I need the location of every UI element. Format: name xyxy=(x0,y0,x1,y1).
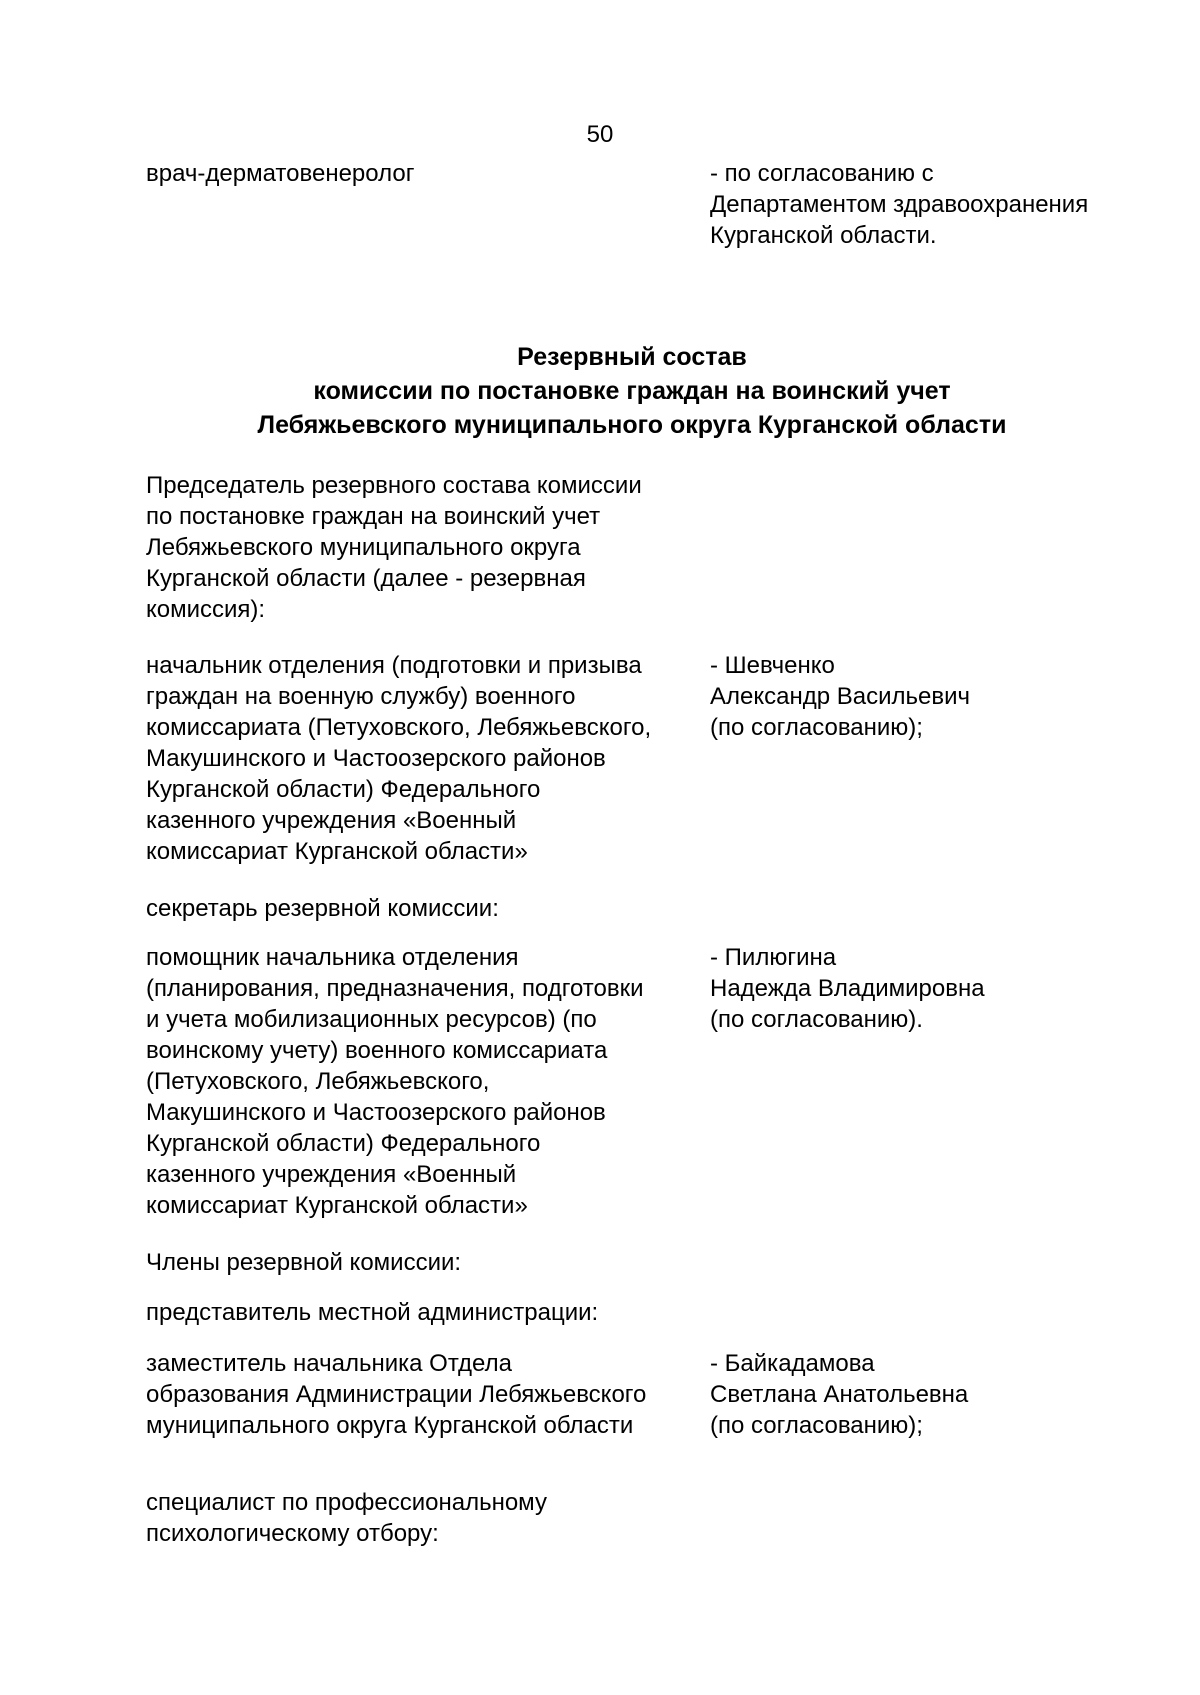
entry-position: врач-дерматовенеролог xyxy=(146,160,415,187)
entry-note: - по согласованию с Департаментом здравоохранения Курганской области. xyxy=(710,160,1089,249)
chairman-intro: Председатель резервного состава комиссии по постановке граждан на воинский учет Лебяжьевского муниципального округа Курганской области (далее - резервная комиссия): xyxy=(146,472,642,623)
member-1-position: заместитель начальника Отдела образования Администрации Лебяжьевского муниципального округа Курганской области xyxy=(146,1350,647,1439)
local-admin-intro: представитель местной администрации: xyxy=(146,1299,599,1326)
chairman-person: - Шевченко Александр Васильевич (по согласованию); xyxy=(710,652,971,741)
chairman-position: начальник отделения (подготовки и призыва граждан на военную службу) военного комиссариата (Петуховского, Лебяжьевского, Макушинского и Частоозерского районов Курганской области) Федерального казенного учреждения «Военный комиссариат Курганской области» xyxy=(146,652,652,865)
secretary-position: помощник начальника отделения (планирования, предназначения, подготовки и учета мобилизационных ресурсов) (по воинскому учету) военного комиссариата (Петуховского, Лебяжьевского, Макушинского и Частоозерского районов Курганской области) Федерального казенного учреждения «Военный комиссариат Курганской области» xyxy=(146,944,644,1219)
secretary-person: - Пилюгина Надежда Владимировна (по согласованию). xyxy=(710,944,985,1033)
secretary-intro: секретарь резервной комиссии: xyxy=(146,895,499,922)
members-intro: Члены резервной комиссии: xyxy=(146,1249,462,1276)
page-number: 50 xyxy=(586,121,614,148)
psych-intro: специалист по профессиональному психологическому отбору: xyxy=(146,1489,547,1547)
section-heading: Резервный состав комиссии по постановке граждан на воинский учет Лебяжьевского муниципального округа Курганской области xyxy=(257,343,1007,439)
member-1-person: - Байкадамова Светлана Анатольевна (по согласованию); xyxy=(710,1350,969,1439)
